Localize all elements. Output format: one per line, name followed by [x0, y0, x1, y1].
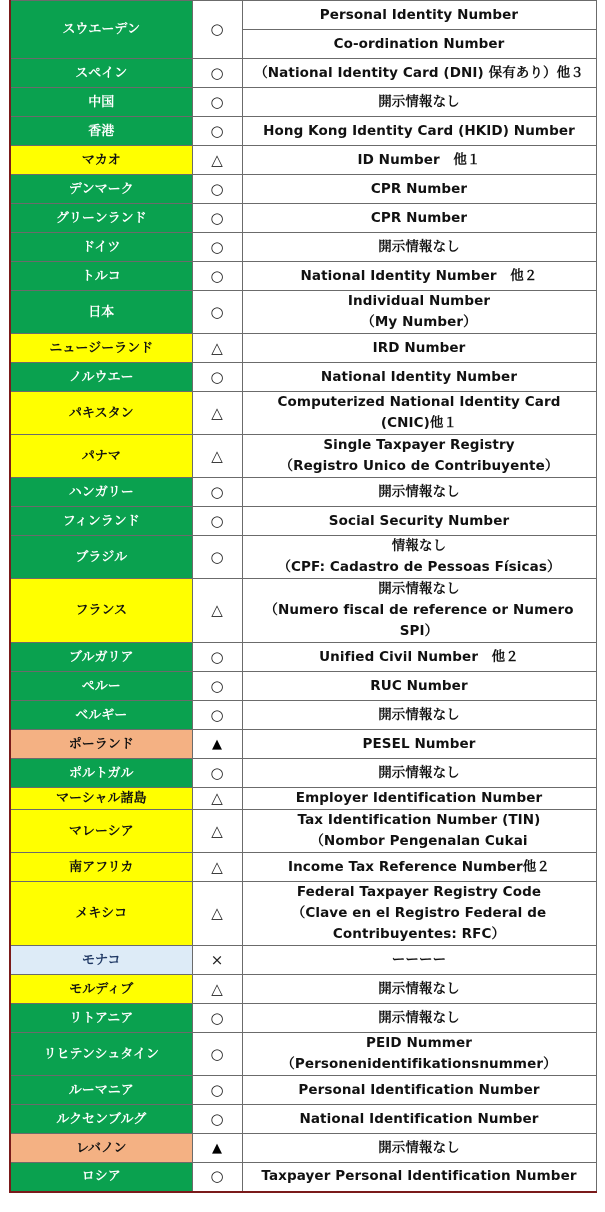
id-description	[242, 853, 596, 882]
table-row	[10, 363, 596, 392]
id-line: National Identity Number	[320, 368, 518, 385]
id-description	[242, 262, 596, 291]
id-description	[242, 759, 596, 788]
availability-mark: ○	[192, 1105, 242, 1134]
availability-mark: ○	[192, 1033, 242, 1076]
id-line: SPI）	[399, 623, 439, 639]
id-line: 情報なし	[391, 538, 447, 554]
id-description	[242, 291, 596, 334]
id-line: Personal Identity Number	[319, 6, 519, 23]
id-line: Hong Kong Identity Card (HKID) Number	[263, 122, 575, 139]
id-line: ID Number 他１	[357, 151, 481, 168]
availability-mark: ○	[192, 175, 242, 204]
table-row	[10, 435, 596, 478]
country-cell: デンマーク	[10, 175, 192, 204]
id-description	[242, 1, 596, 30]
id-description	[242, 1076, 596, 1105]
id-line: National Identity Number 他２	[300, 267, 538, 284]
availability-mark: ×	[192, 946, 242, 975]
id-description	[242, 1004, 596, 1033]
country-cell: ポーランド	[10, 730, 192, 759]
id-description	[242, 1134, 596, 1163]
id-description	[242, 672, 596, 701]
country-cell: ベルギー	[10, 701, 192, 730]
id-line: ーーーー	[391, 951, 447, 968]
id-description	[242, 30, 596, 59]
table-row	[10, 579, 596, 643]
availability-mark: △	[192, 146, 242, 175]
id-description	[242, 392, 596, 435]
country-cell: マカオ	[10, 146, 192, 175]
id-line: （Registro Unico de Contribuyente）	[279, 458, 559, 474]
country-cell: パキスタン	[10, 392, 192, 435]
id-line: （CPF: Cadastro de Pessoas Físicas）	[277, 559, 561, 575]
id-line: National Identification Number	[299, 1110, 539, 1127]
id-description	[242, 643, 596, 672]
table-row	[10, 233, 596, 262]
id-line: Tax Identification Number (TIN)	[297, 812, 541, 828]
country-cell: 南アフリカ	[10, 853, 192, 882]
country-cell: ロシア	[10, 1163, 192, 1192]
id-line: （Personenidentifikationsnummer）	[281, 1056, 557, 1072]
table-row	[10, 204, 596, 233]
table-row	[10, 478, 596, 507]
id-line: Computerized National Identity Card	[277, 394, 561, 410]
id-description	[242, 334, 596, 363]
table-row	[10, 730, 596, 759]
table-row	[10, 88, 596, 117]
id-line: Employer Identification Number	[295, 790, 543, 806]
country-cell: フィンランド	[10, 507, 192, 536]
id-line: （Nombor Pengenalan Cukai	[310, 833, 528, 849]
availability-mark: ▲	[192, 730, 242, 759]
availability-mark: ○	[192, 478, 242, 507]
availability-mark: ○	[192, 643, 242, 672]
id-line: 開示情報なし	[378, 980, 460, 997]
table-row	[10, 975, 596, 1004]
table-row	[10, 59, 596, 88]
id-description	[242, 204, 596, 233]
table-row	[10, 810, 596, 853]
availability-mark: ○	[192, 262, 242, 291]
table-row	[10, 507, 596, 536]
id-line: IRD Number	[372, 339, 466, 356]
id-description	[242, 507, 596, 536]
table-row	[10, 853, 596, 882]
table-row	[10, 643, 596, 672]
table-row	[10, 1105, 596, 1134]
availability-mark: ○	[192, 204, 242, 233]
table-row	[10, 262, 596, 291]
id-description	[242, 363, 596, 392]
country-cell: レバノン	[10, 1134, 192, 1163]
id-description	[242, 810, 596, 853]
availability-mark: ○	[192, 291, 242, 334]
id-description	[242, 788, 596, 810]
id-line: 開示情報なし	[378, 764, 460, 781]
table-row	[10, 1033, 596, 1076]
id-description	[242, 730, 596, 759]
availability-mark: △	[192, 882, 242, 946]
table-row	[10, 1076, 596, 1105]
id-line: (CNIC)他１	[380, 415, 458, 431]
table-row	[10, 1163, 596, 1192]
table-row	[10, 1, 596, 30]
table-row	[10, 882, 596, 946]
id-description	[242, 478, 596, 507]
table-row	[10, 759, 596, 788]
country-cell: パナマ	[10, 435, 192, 478]
availability-mark: ○	[192, 536, 242, 579]
country-cell: マレーシア	[10, 810, 192, 853]
availability-mark: △	[192, 435, 242, 478]
table-row	[10, 536, 596, 579]
id-description	[242, 146, 596, 175]
table-row	[10, 1004, 596, 1033]
availability-mark: ○	[192, 117, 242, 146]
availability-mark: ○	[192, 672, 242, 701]
availability-mark: ○	[192, 1004, 242, 1033]
id-line: 開示情報なし	[378, 238, 460, 255]
id-description	[242, 1033, 596, 1076]
id-line: Income Tax Reference Number他２	[287, 858, 551, 875]
table-row	[10, 1134, 596, 1163]
id-line: 開示情報なし	[378, 93, 460, 110]
table-row	[10, 175, 596, 204]
table-row	[10, 117, 596, 146]
id-description	[242, 175, 596, 204]
country-cell: ハンガリー	[10, 478, 192, 507]
id-line: Taxpayer Personal Identification Number	[261, 1168, 577, 1185]
id-line: Contribuyentes: RFC）	[332, 926, 506, 942]
id-description	[242, 59, 596, 88]
availability-mark: △	[192, 810, 242, 853]
country-cell: ノルウエー	[10, 363, 192, 392]
table-row	[10, 946, 596, 975]
id-line: （My Number）	[361, 314, 477, 330]
id-description	[242, 579, 596, 643]
country-cell: リトアニア	[10, 1004, 192, 1033]
country-cell: スペイン	[10, 59, 192, 88]
table-row	[10, 788, 596, 810]
id-line: Co-ordination Number	[333, 35, 505, 52]
country-cell: 日本	[10, 291, 192, 334]
country-cell: ブルガリア	[10, 643, 192, 672]
country-cell: ポルトガル	[10, 759, 192, 788]
tax-id-table	[9, 0, 597, 1193]
availability-mark: ○	[192, 233, 242, 262]
availability-mark: ○	[192, 1, 242, 59]
id-line: Individual Number	[347, 293, 491, 309]
country-cell: ドイツ	[10, 233, 192, 262]
id-line: Social Security Number	[328, 512, 510, 529]
country-cell: リヒテンシュタイン	[10, 1033, 192, 1076]
availability-mark: ○	[192, 701, 242, 730]
id-description	[242, 1105, 596, 1134]
availability-mark: △	[192, 788, 242, 810]
availability-mark: ○	[192, 1076, 242, 1105]
availability-mark: ○	[192, 363, 242, 392]
id-description	[242, 536, 596, 579]
country-cell: モナコ	[10, 946, 192, 975]
country-cell: フランス	[10, 579, 192, 643]
availability-mark: ○	[192, 759, 242, 788]
country-cell: マーシャル諸島	[10, 788, 192, 810]
country-cell: 香港	[10, 117, 192, 146]
availability-mark: ▲	[192, 1134, 242, 1163]
availability-mark: △	[192, 975, 242, 1004]
id-line: Single Taxpayer Registry	[323, 437, 515, 453]
id-line: CPR Number	[370, 180, 468, 197]
id-line: Unified Civil Number 他２	[319, 648, 519, 665]
id-line: （National Identity Card (DNI) 保有あり）他３	[254, 64, 584, 81]
country-cell: 中国	[10, 88, 192, 117]
table-row	[10, 392, 596, 435]
country-cell: モルディブ	[10, 975, 192, 1004]
country-cell: メキシコ	[10, 882, 192, 946]
id-description	[242, 975, 596, 1004]
id-description	[242, 435, 596, 478]
availability-mark: △	[192, 853, 242, 882]
table-row	[10, 701, 596, 730]
country-cell: ルクセンブルグ	[10, 1105, 192, 1134]
id-description	[242, 233, 596, 262]
id-description	[242, 1163, 596, 1192]
id-line: （Clave en el Registro Federal de	[291, 905, 547, 921]
availability-mark: ○	[192, 88, 242, 117]
country-cell: ブラジル	[10, 536, 192, 579]
id-line: 開示情報なし	[378, 706, 460, 723]
table-row	[10, 146, 596, 175]
country-cell: スウエーデン	[10, 1, 192, 59]
tax-id-table-wrapper	[9, 0, 595, 1193]
availability-mark: △	[192, 579, 242, 643]
country-cell: ルーマニア	[10, 1076, 192, 1105]
id-line: （Numero fiscal de reference or Numero	[264, 602, 574, 618]
id-description	[242, 946, 596, 975]
country-cell: ニュージーランド	[10, 334, 192, 363]
id-line: RUC Number	[370, 677, 468, 694]
id-line: Personal Identification Number	[298, 1081, 540, 1098]
table-row	[10, 672, 596, 701]
availability-mark: △	[192, 334, 242, 363]
id-line: 開示情報なし	[378, 1009, 460, 1026]
country-cell: グリーンランド	[10, 204, 192, 233]
id-description	[242, 88, 596, 117]
availability-mark: △	[192, 392, 242, 435]
table-row	[10, 291, 596, 334]
availability-mark: ○	[192, 1163, 242, 1192]
id-line: PESEL Number	[362, 735, 476, 752]
availability-mark: ○	[192, 507, 242, 536]
id-line: 開示情報なし	[378, 581, 460, 597]
table-row	[10, 334, 596, 363]
id-line: 開示情報なし	[378, 483, 460, 500]
id-line: CPR Number	[370, 209, 468, 226]
id-line: Federal Taxpayer Registry Code	[296, 884, 542, 900]
id-line: PEID Nummer	[365, 1035, 472, 1051]
id-description	[242, 117, 596, 146]
country-cell: トルコ	[10, 262, 192, 291]
table-body	[10, 1, 596, 1192]
id-line: 開示情報なし	[378, 1139, 460, 1156]
availability-mark: ○	[192, 59, 242, 88]
id-description	[242, 701, 596, 730]
id-description	[242, 882, 596, 946]
country-cell: ペルー	[10, 672, 192, 701]
